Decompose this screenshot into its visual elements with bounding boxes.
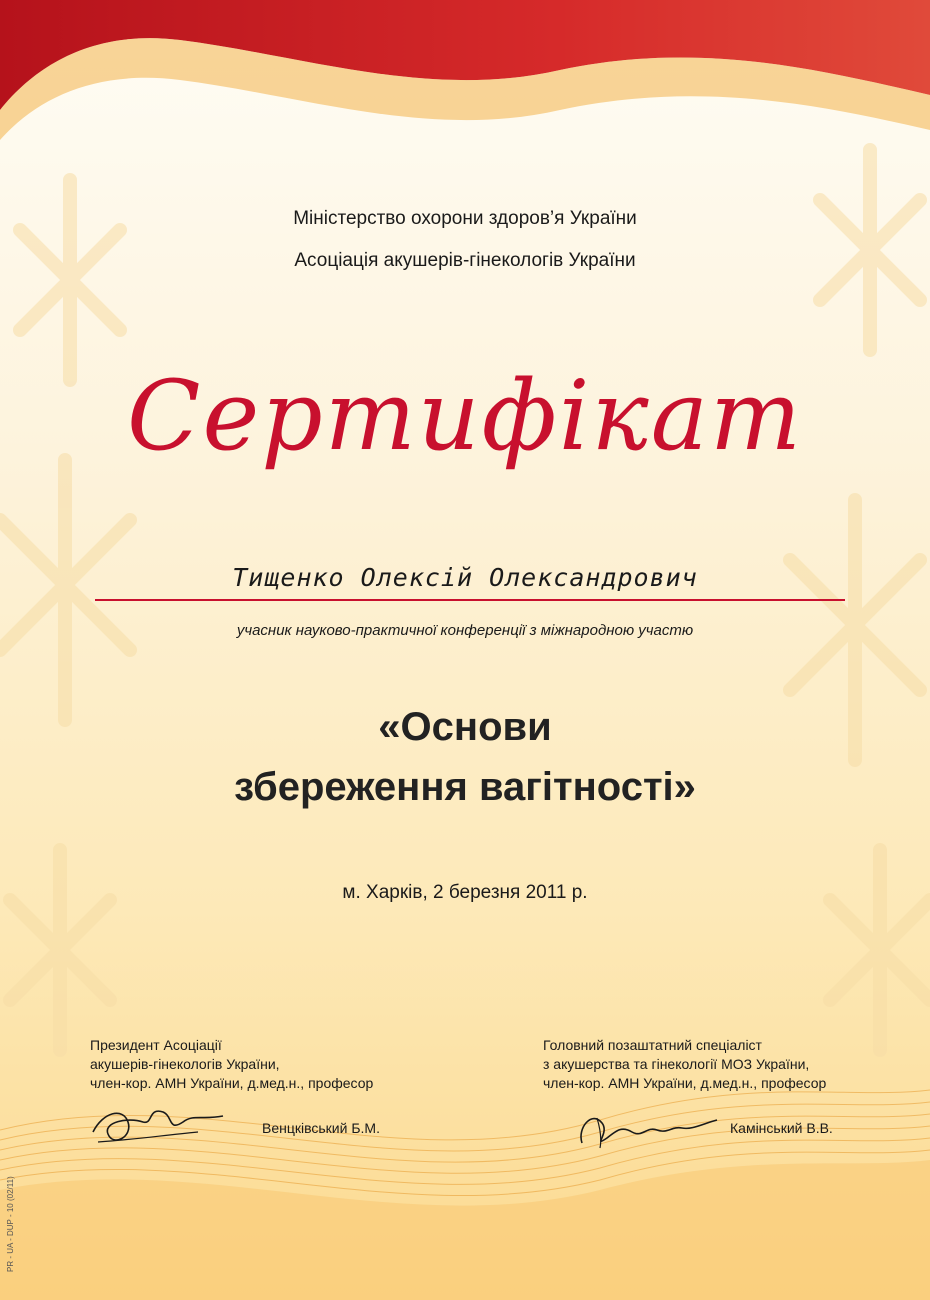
bottom-orange-band xyxy=(0,1160,930,1300)
association-name: Асоціація акушерів-гінекологів України xyxy=(294,250,636,271)
conference-title-line2: збереження вагітності» xyxy=(234,765,696,809)
serial-code: PR - UA - DUP - 10 (02/11) xyxy=(6,1176,15,1272)
recipient-name: Тищенко Олексій Олександрович xyxy=(232,563,698,592)
participation-text: учасник науково-практичної конференції з міжнародною участю xyxy=(236,622,694,639)
signatory-left-name: Венцківський Б.М. xyxy=(262,1120,380,1136)
signatory-left-line: член-кор. АМН України, д.мед.н., професор xyxy=(90,1075,374,1091)
conference-title-line1: «Основи xyxy=(378,705,552,749)
certificate-title: Сертифікат xyxy=(126,360,803,472)
signature-left xyxy=(88,1092,228,1152)
signatory-right-line: член-кор. АМН України, д.мед.н., професор xyxy=(543,1075,827,1091)
signatory-left-position xyxy=(90,1036,450,1093)
signatory-right-line: Головний позаштатний спеціаліст xyxy=(543,1037,762,1053)
snowflake-pattern-left xyxy=(0,180,130,1050)
name-underline xyxy=(95,599,845,601)
signatory-left-line: акушерів-гінекологів України, xyxy=(90,1056,280,1072)
signatory-right-line: з акушерства та гінекології МОЗ України, xyxy=(543,1056,810,1072)
place-and-date: м. Харків, 2 березня 2011 р. xyxy=(342,882,588,903)
signatory-right-position xyxy=(543,1036,903,1093)
signatory-left-line: Президент Асоціації xyxy=(90,1037,222,1053)
signature-right xyxy=(572,1098,722,1156)
ministry-name: Міністерство охорони здоров’я України xyxy=(293,208,637,229)
signatory-right-name: Камінський В.В. xyxy=(730,1120,833,1136)
